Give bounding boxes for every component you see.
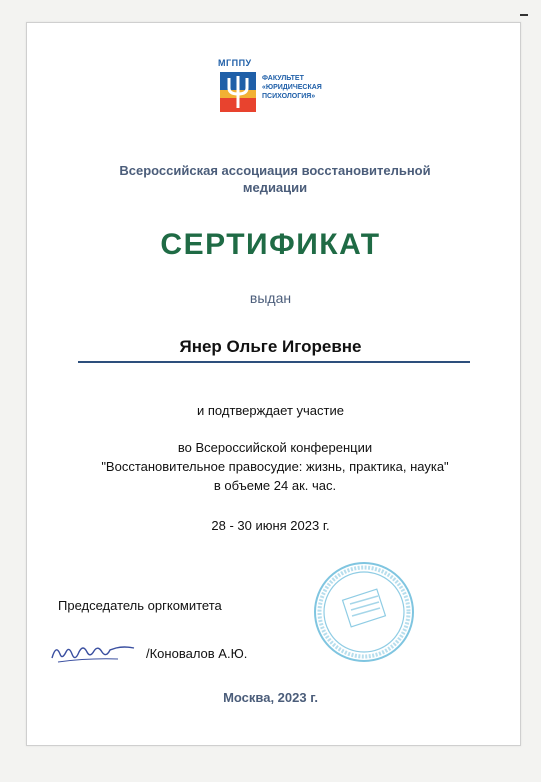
conference-dates: 28 - 30 июня 2023 г.: [211, 518, 330, 533]
chair-title: Председатель оргкомитета: [58, 598, 222, 613]
recipient-name: Янер Ольге Игоревне: [179, 337, 362, 356]
association-name: Всероссийская ассоциация восстановительной медиации: [119, 163, 431, 195]
university-logo: [218, 58, 358, 118]
certificate-title: СЕРТИФИКАТ: [160, 228, 381, 261]
faculty-name: ФАКУЛЬТЕТ «ЮРИДИЧЕСКАЯ ПСИХОЛОГИЯ»: [262, 75, 322, 100]
psi-emblem-icon: [220, 72, 256, 112]
round-stamp: [312, 560, 416, 664]
issued-label: выдан: [249, 290, 292, 306]
confirms-participation: и подтверждает участие: [197, 403, 344, 418]
signer-name: /Коновалов А.Ю.: [146, 646, 248, 661]
scan-mark: [520, 14, 528, 16]
city-year: Москва, 2023 г.: [223, 690, 318, 705]
logo-abbreviation: МГППУ: [218, 58, 252, 68]
conference-info: во Всероссийской конференции "Восстановительное правосудие: жизнь, практика, наука" в объеме 24 ак. час.: [101, 440, 449, 493]
handwritten-signature: [48, 638, 144, 668]
name-underline: [78, 361, 470, 363]
